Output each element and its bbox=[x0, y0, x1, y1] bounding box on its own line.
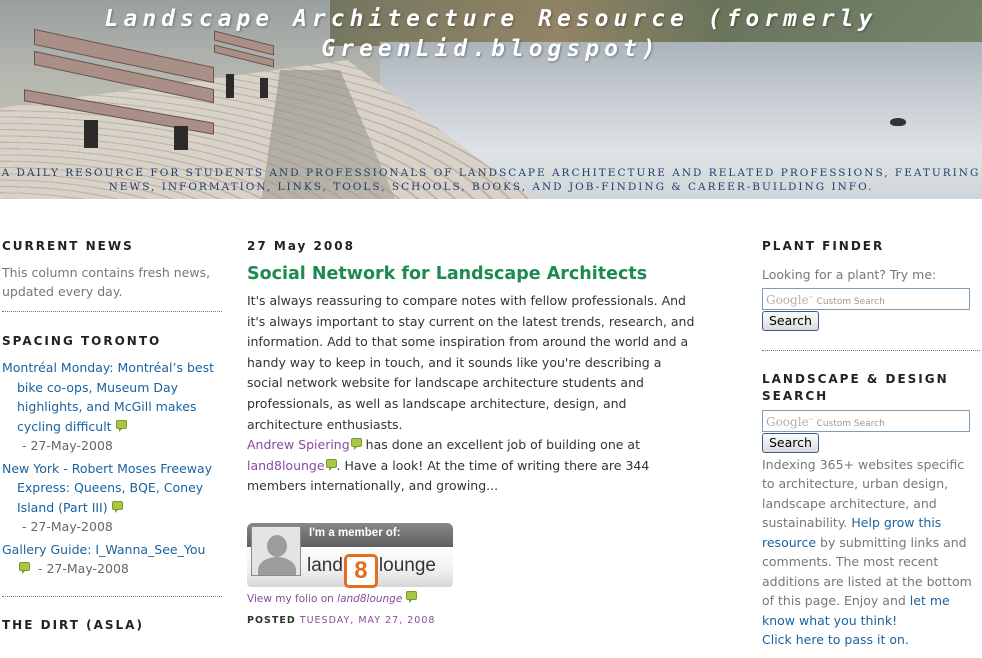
post-body bbox=[247, 291, 699, 497]
left-sidebar bbox=[2, 238, 222, 634]
news-date: - 27-May-2008 bbox=[22, 519, 113, 534]
avatar bbox=[251, 526, 301, 576]
posted-label: POSTED bbox=[247, 614, 296, 626]
folio-prefix: View my folio on bbox=[247, 592, 338, 605]
list-item bbox=[2, 459, 222, 537]
news-date: - 27-May-2008 bbox=[38, 561, 129, 576]
feedback-link[interactable]: let me know what you think! bbox=[762, 593, 950, 628]
blog-title[interactable]: Landscape Architecture Resource (formerly GreenLid.blogspot) bbox=[104, 6, 878, 62]
sidebar-divider bbox=[2, 311, 222, 312]
post-timestamp-link[interactable]: TUESDAY, MAY 27, 2008 bbox=[299, 614, 436, 626]
design-search bbox=[762, 410, 980, 453]
blog-header bbox=[0, 0, 982, 199]
folio-link[interactable] bbox=[247, 591, 699, 606]
logo-text-land: land bbox=[307, 554, 343, 576]
plant-finder-search bbox=[762, 288, 980, 331]
google-logo: Google bbox=[766, 292, 809, 307]
plant-finder-prompt: Looking for a plant? Try me: bbox=[762, 267, 937, 282]
land8lounge-link[interactable]: land8lounge bbox=[247, 457, 325, 473]
comment-icon[interactable] bbox=[19, 562, 30, 571]
post-title[interactable]: Social Network for Landscape Architects bbox=[247, 264, 648, 284]
comment-icon[interactable] bbox=[326, 459, 337, 468]
news-date: - 27-May-2008 bbox=[22, 438, 113, 453]
plant-finder-heading: PLANT FINDER bbox=[762, 239, 885, 253]
sidebar-divider bbox=[762, 350, 980, 351]
news-link[interactable]: Montréal Monday: Montréal’s best bike co-ops, Museum Day highlights, and McGill makes cycling difficult bbox=[2, 360, 214, 434]
comment-icon[interactable] bbox=[116, 420, 127, 429]
design-search-button[interactable]: Search bbox=[762, 433, 819, 453]
description-text: by submitting links and comments. The most recent additions are listed at the bottom of this page. Enjoy and bbox=[762, 534, 972, 608]
main-content bbox=[247, 238, 699, 626]
search-placeholder: Custom Search bbox=[816, 296, 885, 307]
post-body-text: has done an excellent job of building one at bbox=[361, 437, 640, 453]
header-image-duck bbox=[890, 118, 906, 126]
comment-icon[interactable] bbox=[406, 591, 417, 600]
current-news-heading: CURRENT NEWS bbox=[2, 239, 134, 253]
list-item bbox=[2, 540, 222, 579]
description-text: Indexing 365+ websites specific to architecture, urban design, landscape architecture, and sustainability. bbox=[762, 456, 965, 530]
badge-header-text: I'm a member of: bbox=[309, 526, 401, 539]
spacing-toronto-heading: SPACING TORONTO bbox=[2, 334, 162, 348]
help-grow-link[interactable]: Help grow this resource bbox=[762, 515, 942, 550]
news-link[interactable]: Gallery Guide: I_Wanna_See_You bbox=[2, 541, 206, 557]
design-search-input[interactable]: Google™ Custom Search bbox=[762, 410, 970, 432]
logo-text-lounge: lounge bbox=[378, 554, 436, 576]
blog-description: A DAILY RESOURCE FOR STUDENTS AND PROFESSIONALS OF LANDSCAPE ARCHITECTURE AND RELATED PROFESSIONS, FEATURING NEWS, INFORMATION, LINKS, TOOLS, SCHOOLS, BOOKS, AND JOB-FINDING & CAREER-BUILDING INFO. bbox=[1, 167, 981, 193]
logo-text-eight: 8 bbox=[344, 554, 378, 588]
land8lounge-logo bbox=[307, 554, 436, 588]
spacing-toronto-list bbox=[2, 358, 222, 579]
news-link[interactable]: New York - Robert Moses Freeway Express: Queens, BQE, Coney Island (Part III) bbox=[2, 460, 213, 515]
current-news-text: This column contains fresh news, updated every day. bbox=[2, 265, 211, 299]
post-body-text: It's always reassuring to compare notes with fellow professionals. And it's always important to stay current on the latest trends, research, and information. Add to that some inspiration from around the world and a handy way to keep in touch, and it sounds like you're describing a social network website for landscape architecture students and professionals, as well as landscape architecture, design, and architecture enthusiasts. bbox=[247, 293, 695, 432]
the-dirt-heading: THE DIRT (ASLA) bbox=[2, 617, 144, 632]
comment-icon[interactable] bbox=[112, 501, 123, 510]
comment-icon[interactable] bbox=[351, 438, 362, 447]
plant-search-input[interactable]: Google™ Custom Search bbox=[762, 288, 970, 310]
search-placeholder: Custom Search bbox=[816, 418, 885, 429]
google-logo: Google bbox=[766, 414, 809, 429]
pass-it-on-link[interactable]: Click here to pass it on. bbox=[762, 632, 909, 647]
post-body-text: . Have a look! At the time of writing there are 344 members internationally, and growing... bbox=[247, 457, 650, 494]
design-search-heading: LANDSCAPE & DESIGN SEARCH bbox=[762, 371, 949, 403]
right-sidebar bbox=[762, 238, 980, 650]
folio-site: land8lounge bbox=[337, 592, 403, 605]
sidebar-divider bbox=[2, 596, 222, 597]
plant-search-button[interactable]: Search bbox=[762, 311, 819, 331]
list-item bbox=[2, 358, 222, 456]
design-search-description bbox=[762, 455, 980, 650]
post-footer bbox=[247, 615, 699, 626]
post-date-header: 27 May 2008 bbox=[247, 239, 355, 253]
author-link[interactable]: Andrew Spiering bbox=[247, 437, 350, 453]
land8lounge-member-badge[interactable] bbox=[247, 523, 453, 587]
